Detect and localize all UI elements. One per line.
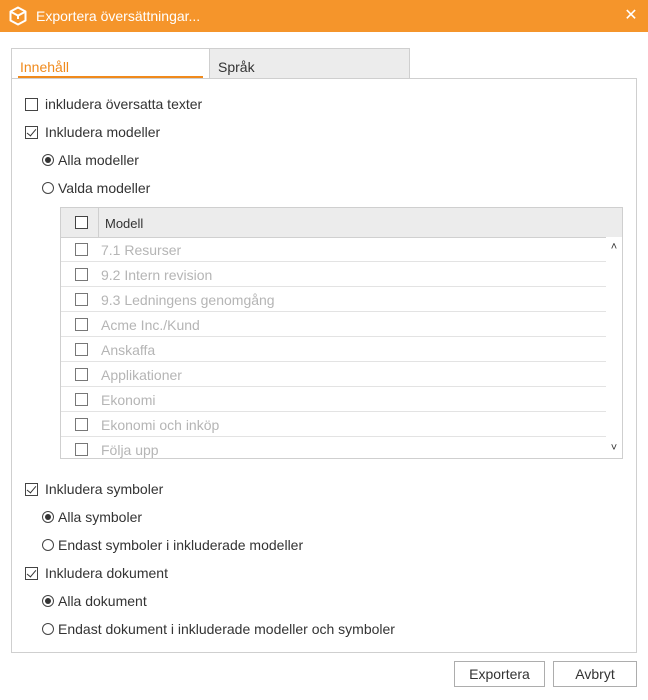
selected-models-label: Valda modeller <box>58 180 151 196</box>
include-models-checkbox[interactable] <box>25 126 38 139</box>
symbols-in-models-option[interactable] <box>42 535 303 555</box>
documents-in-models-option[interactable] <box>42 619 395 639</box>
model-list <box>61 237 606 458</box>
all-documents-label: Alla dokument <box>58 593 147 609</box>
export-button[interactable]: Exportera <box>454 661 545 687</box>
symbols-in-models-radio[interactable] <box>42 539 54 551</box>
include-translated-option[interactable] <box>25 94 202 114</box>
model-name: Applikationer <box>101 367 182 383</box>
table-row[interactable] <box>61 312 606 337</box>
model-column-header[interactable]: Modell <box>105 216 144 231</box>
model-name: 9.3 Ledningens genomgång <box>101 292 275 308</box>
chevron-down-icon[interactable]: ˅ <box>610 442 618 454</box>
model-name: Följa upp <box>101 442 159 458</box>
model-name: Anskaffa <box>101 342 156 358</box>
model-name: Ekonomi <box>101 392 156 408</box>
all-models-option[interactable] <box>42 150 139 170</box>
include-models-label: Inkludera modeller <box>45 124 161 140</box>
model-grid-header <box>61 208 622 238</box>
selected-models-option[interactable] <box>42 178 150 198</box>
cancel-button[interactable]: Avbryt <box>553 661 637 687</box>
row-checkbox[interactable] <box>75 443 88 456</box>
all-documents-radio[interactable] <box>42 595 54 607</box>
row-checkbox[interactable] <box>75 418 88 431</box>
include-translated-label: inkludera översatta texter <box>45 96 203 112</box>
row-checkbox[interactable] <box>75 268 88 281</box>
model-name: 9.2 Intern revision <box>101 267 213 283</box>
table-row[interactable] <box>61 287 606 312</box>
row-checkbox[interactable] <box>75 293 88 306</box>
table-row[interactable] <box>61 362 606 387</box>
include-translated-checkbox[interactable] <box>25 98 38 111</box>
tab-content[interactable] <box>11 48 209 78</box>
include-models-option[interactable] <box>25 122 160 142</box>
tab-language-label: Språk <box>218 59 255 75</box>
all-symbols-label: Alla symboler <box>58 509 143 525</box>
documents-in-models-radio[interactable] <box>42 623 54 635</box>
model-name: Acme Inc./Kund <box>101 317 200 333</box>
model-name: Ekonomi och inköp <box>101 417 220 433</box>
selected-models-radio[interactable] <box>42 182 54 194</box>
all-models-label: Alla modeller <box>58 152 139 168</box>
include-symbols-label: Inkludera symboler <box>45 481 164 497</box>
row-checkbox[interactable] <box>75 318 88 331</box>
all-symbols-radio[interactable] <box>42 511 54 523</box>
title-bar <box>0 0 648 32</box>
documents-in-models-label: Endast dokument i inkluderade modeller och symboler <box>58 621 395 637</box>
header-divider <box>98 208 99 237</box>
table-row[interactable] <box>61 412 606 437</box>
tab-content-label: Innehåll <box>20 59 70 75</box>
chevron-up-icon[interactable]: ˄ <box>610 241 618 253</box>
row-checkbox[interactable] <box>75 393 88 406</box>
row-checkbox[interactable] <box>75 243 88 256</box>
all-documents-option[interactable] <box>42 591 147 611</box>
select-all-models-checkbox[interactable] <box>75 216 88 229</box>
table-row[interactable] <box>61 387 606 412</box>
include-documents-checkbox[interactable] <box>25 567 38 580</box>
row-checkbox[interactable] <box>75 368 88 381</box>
window-title: Exportera översättningar... <box>36 8 201 24</box>
tab-language[interactable] <box>209 48 410 78</box>
model-name: 7.1 Resurser <box>101 242 182 258</box>
all-models-radio[interactable] <box>42 154 54 166</box>
model-grid <box>60 207 623 459</box>
model-list-scrollbar[interactable] <box>606 237 622 458</box>
include-documents-label: Inkludera dokument <box>45 565 168 581</box>
include-symbols-checkbox[interactable] <box>25 483 38 496</box>
table-row[interactable] <box>61 237 606 262</box>
all-symbols-option[interactable] <box>42 507 142 527</box>
table-row[interactable] <box>61 437 606 458</box>
app-logo-icon <box>8 6 28 26</box>
include-documents-option[interactable] <box>25 563 168 583</box>
row-checkbox[interactable] <box>75 343 88 356</box>
table-row[interactable] <box>61 337 606 362</box>
include-symbols-option[interactable] <box>25 479 163 499</box>
symbols-in-models-label: Endast symboler i inkluderade modeller <box>58 537 304 553</box>
close-icon[interactable]: ✕ <box>624 7 638 24</box>
table-row[interactable] <box>61 262 606 287</box>
